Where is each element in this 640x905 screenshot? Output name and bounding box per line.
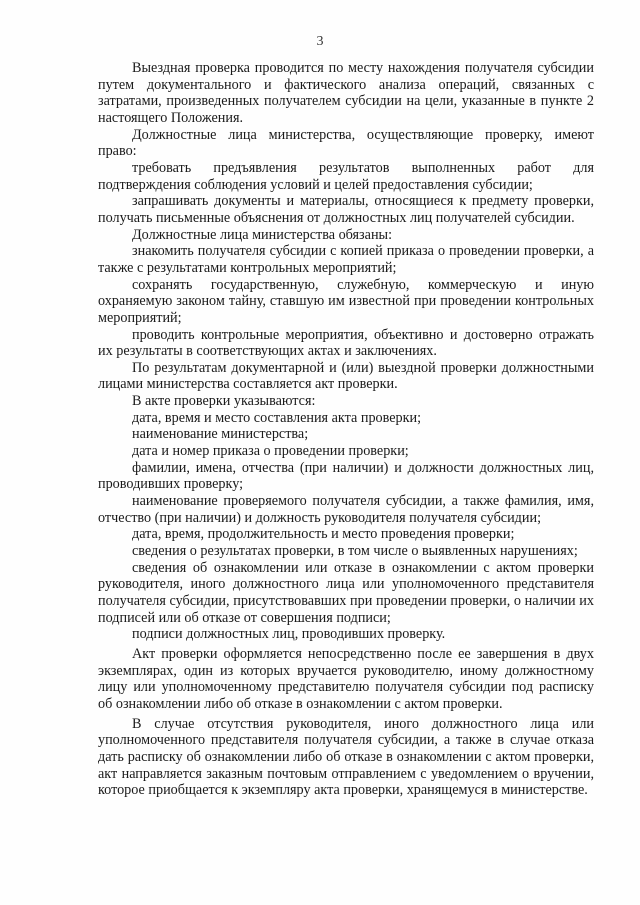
paragraph: проводить контрольные мероприятия, объективно и достоверно отражать их результаты в соответствующих актах и заключениях. (98, 326, 594, 360)
paragraph: запрашивать документы и материалы, относящиеся к предмету проверки, получать письменные объяснения от должностных лиц получателей субсидии. (98, 193, 594, 226)
paragraph: наименование проверяемого получателя субсидии, а также фамилия, имя, отчество (при наличии) и должность руководителя получателя субсидии; (98, 493, 594, 526)
paragraph: сохранять государственную, служебную, коммерческую и иную охраняемую законом тайну, ставшую им известной при проведении контрольных мероприятий; (98, 276, 594, 326)
paragraph: В акте проверки указываются: (132, 393, 316, 410)
paragraph: дата, время и место составления акта проверки; (132, 409, 422, 426)
paragraph: Должностные лица министерства обязаны: (132, 226, 393, 243)
paragraph: В случае отсутствия руководителя, иного должностного лица или уполномоченного представителя получателя субсидии, а также в случае отказа дать расписку об ознакомлении либо об отказе в ознакомлении с актом проверки, акт направляется заказным почтовым отправлением с уведомлением о вручении, которое приобщается к экземпляру акта проверки, хранящемуся в министерстве. (98, 715, 594, 799)
paragraph: дата, время, продолжительность и место проведения проверки; (132, 526, 515, 543)
paragraph: Выездная проверка проводится по месту нахождения получателя субсидии путем документального и фактического анализа операций, связанных с затратами, произведенных получателем субсидии на цели, указанные в пункте 2 настоящего Положения. (98, 60, 594, 126)
paragraph: требовать предъявления результатов выполненных работ для подтверждения соблюдения условий и целей предоставления субсидии; (98, 159, 594, 193)
paragraph: Акт проверки оформляется непосредственно после ее завершения в двух экземплярах, один из которых вручается руководителю, иному должностному лицу или уполномоченному представителю получателя субсидии под расписку об ознакомлении либо об отказе в ознакомлении с актом проверки. (98, 645, 594, 712)
page-number: 3 (316, 34, 324, 49)
paragraph: фамилии, имена, отчества (при наличии) и должности должностных лиц, проводивших проверку; (98, 459, 594, 493)
paragraph: сведения об ознакомлении или отказе в ознакомлении с актом проверки руководителя, иного должностного лица или уполномоченного представителя получателя субсидии, присутствовавших при проведении проверки, о наличии их подписей или об отказе от совершения подписи; (98, 559, 594, 626)
paragraph: сведения о результатах проверки, в том числе о выявленных нарушениях; (132, 543, 578, 560)
paragraph: знакомить получателя субсидии с копией приказа о проведении проверки, а также с результатами контрольных мероприятий; (98, 243, 594, 276)
paragraph: подписи должностных лиц, проводивших проверку. (132, 626, 446, 643)
paragraph: По результатам документарной и (или) выездной проверки должностными лицами министерства составляется акт проверки. (98, 359, 594, 393)
document-body (98, 60, 594, 799)
paragraph: дата и номер приказа о проведении проверки; (132, 443, 409, 460)
paragraph: Должностные лица министерства, осуществляющие проверку, имеют право: (98, 126, 594, 160)
paragraph: наименование министерства; (132, 426, 309, 443)
